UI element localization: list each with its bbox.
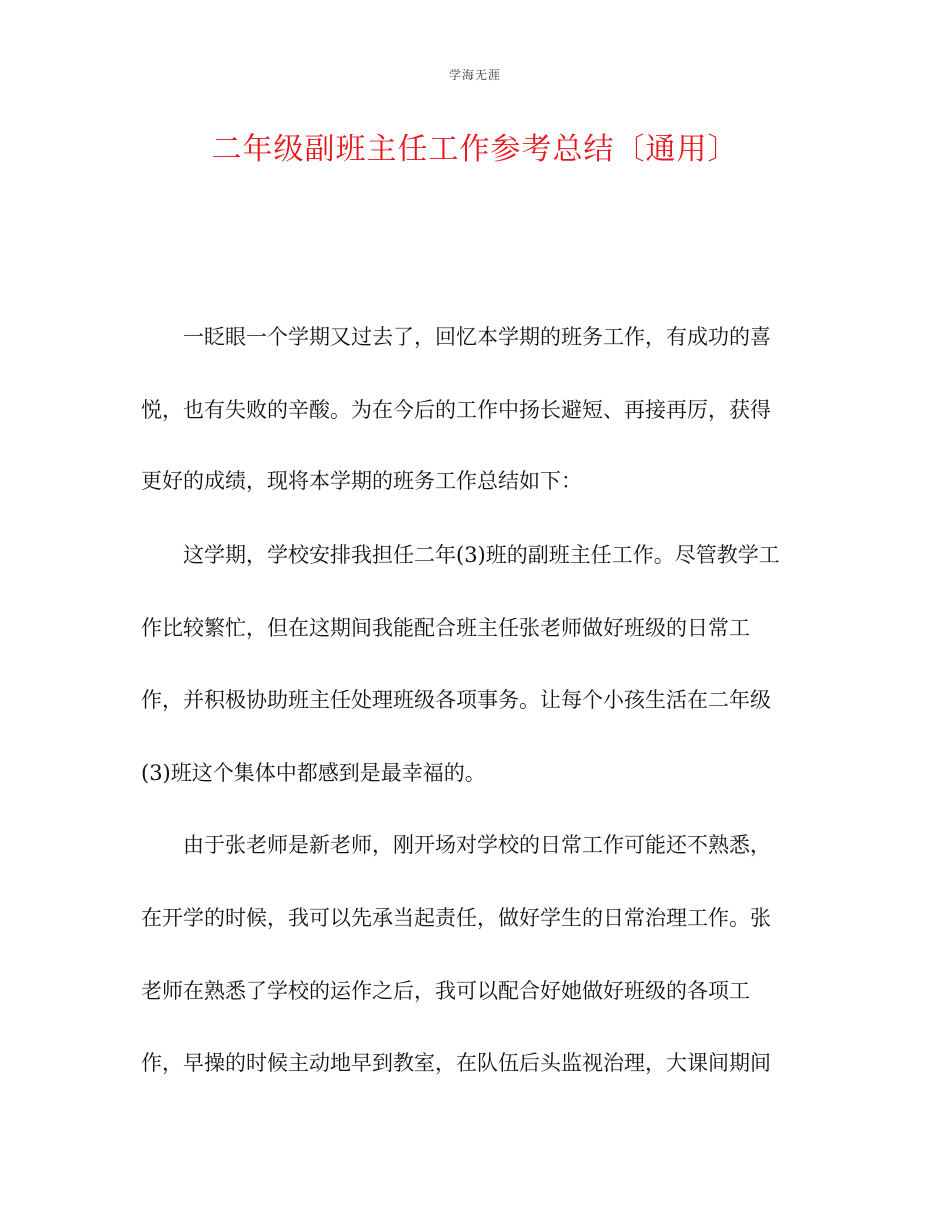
body-line-10: 老师在熟悉了学校的运作之后，我可以配合好她做好班级的各项工 (141, 979, 750, 1003)
body-line-6: 作，并积极协助班主任处理班级各项事务。让每个小孩生活在二年级 (141, 688, 771, 712)
body-line-7: (3)班这个集体中都感到是最幸福的。 (141, 761, 486, 785)
document-title: 二年级副班主任工作参考总结〔通用〕 (211, 132, 739, 167)
page-header: 学海无涯 (448, 68, 501, 82)
body-line-8: 由于张老师是新老师，刚开场对学校的日常工作可能还不熟悉， (141, 833, 771, 857)
body-line-2: 悦，也有失败的辛酸。为在今后的工作中扬长避短、再接再厉，获得 (141, 398, 771, 422)
body-line-3: 更好的成绩，现将本学期的班务工作总结如下： (141, 469, 582, 493)
body-line-1: 一眨眼一个学期又过去了，回忆本学期的班务工作，有成功的喜 (141, 325, 771, 349)
body-line-11: 作，早操的时候主动地早到教室，在队伍后头监视治理，大课间期间 (141, 1051, 771, 1075)
body-line-5: 作比较繁忙，但在这期间我能配合班主任张老师做好班级的日常工 (141, 616, 750, 640)
body-line-4: 这学期，学校安排我担任二年(3)班的副班主任工作。尽管教学工 (141, 543, 780, 567)
body-line-9: 在开学的时候，我可以先承当起责任，做好学生的日常治理工作。张 (141, 906, 771, 930)
